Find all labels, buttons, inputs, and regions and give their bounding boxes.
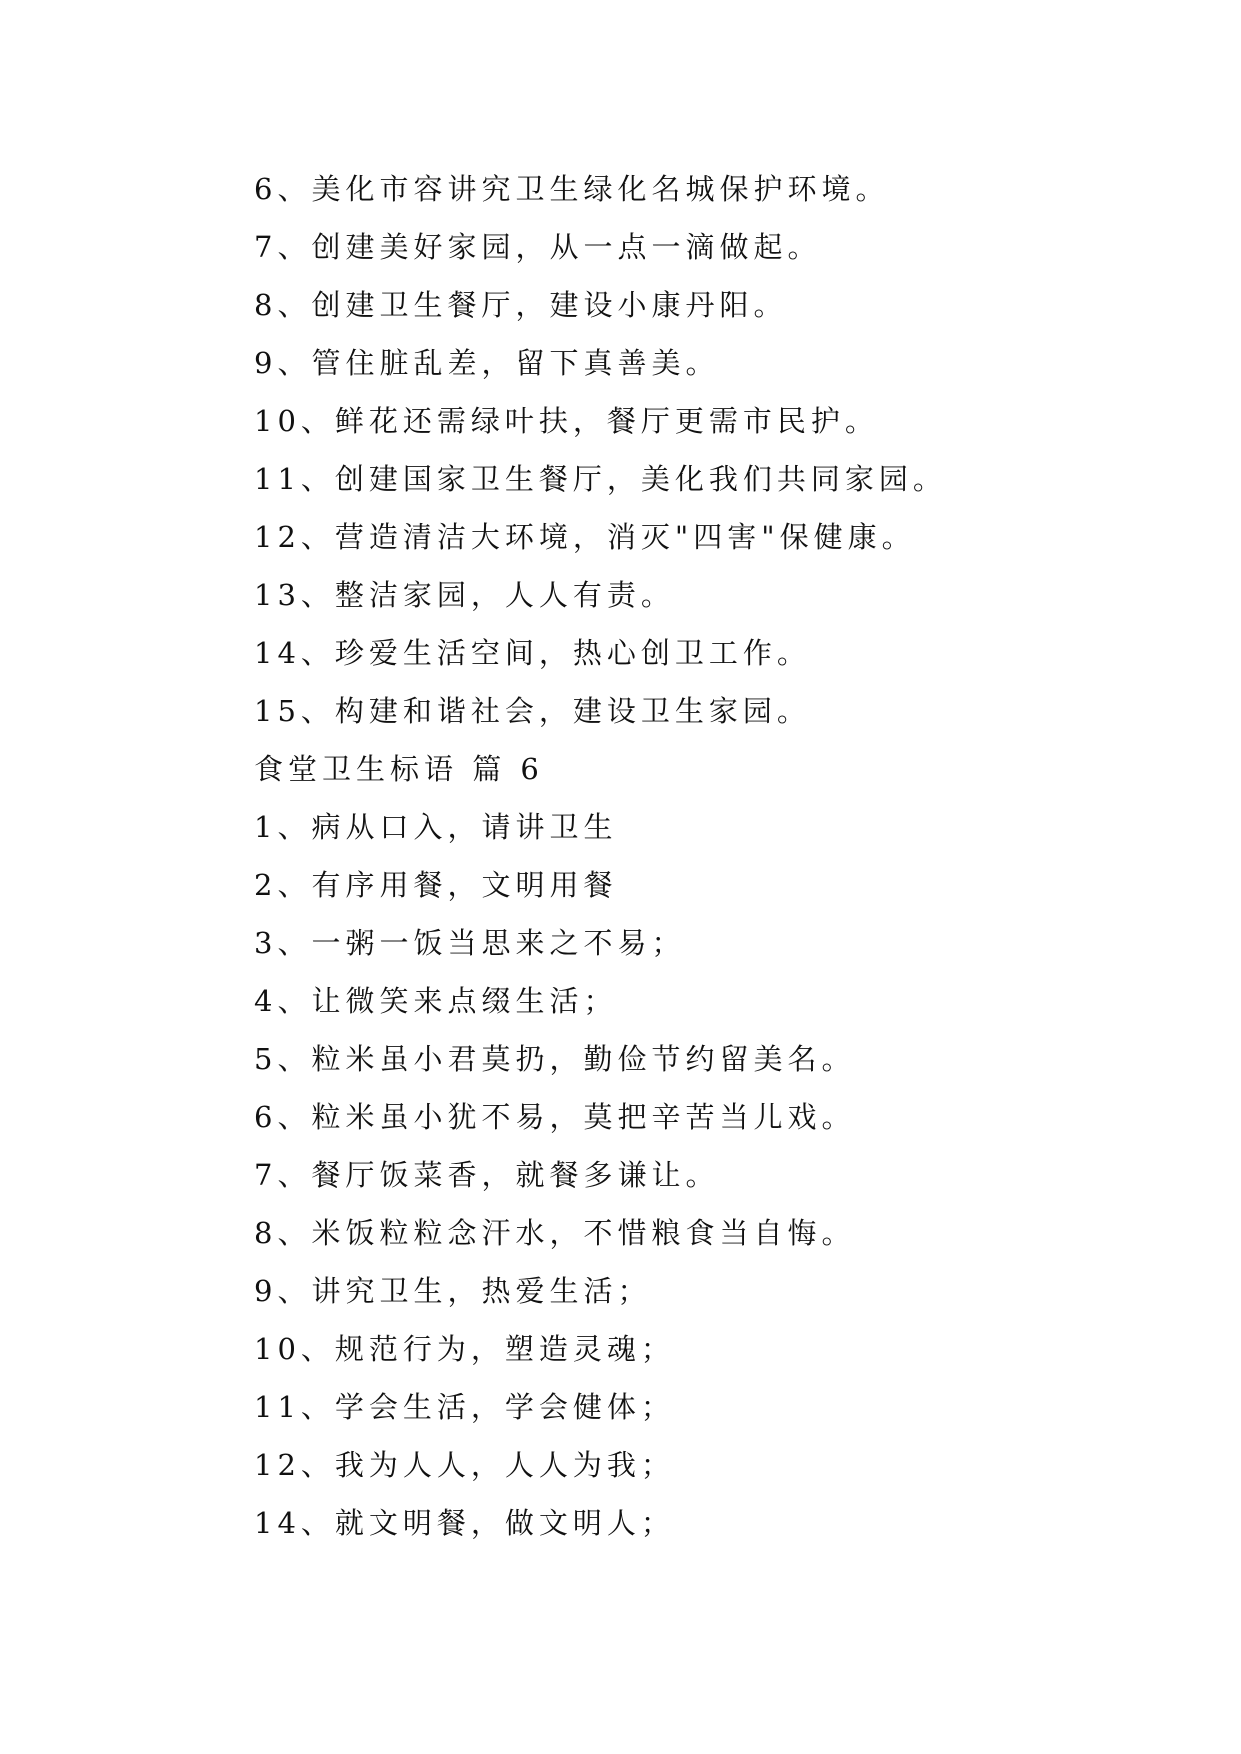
slogan-line: 11、学会生活，学会健体；	[254, 1390, 675, 1424]
slogan-line: 2、有序用餐，文明用餐	[254, 868, 618, 902]
slogan-line: 12、我为人人，人人为我；	[254, 1448, 675, 1482]
slogan-line: 14、就文明餐，做文明人；	[254, 1506, 675, 1540]
slogan-line: 10、规范行为，塑造灵魂；	[254, 1332, 675, 1366]
slogan-line: 7、餐厅饭菜香，就餐多谦让。	[254, 1158, 720, 1192]
document-body	[254, 160, 1154, 1552]
slogan-line: 8、米饭粒粒念汗水，不惜粮食当自悔。	[254, 1216, 856, 1250]
slogan-line: 8、创建卫生餐厅，建设小康丹阳。	[254, 288, 788, 322]
slogan-line: 12、营造清洁大环境，消灭"四害"保健康。	[254, 520, 916, 554]
slogan-line: 9、讲究卫生，热爱生活；	[254, 1274, 652, 1308]
slogan-line: 4、让微笑来点缀生活；	[254, 984, 618, 1018]
slogan-line: 7、创建美好家园，从一点一滴做起。	[254, 230, 822, 264]
slogan-line: 1、病从口入，请讲卫生	[254, 810, 618, 844]
slogan-line: 3、一粥一饭当思来之不易；	[254, 926, 686, 960]
section-heading: 食堂卫生标语 篇 6	[254, 752, 544, 786]
slogan-line: 10、鲜花还需绿叶扶，餐厅更需市民护。	[254, 404, 879, 438]
slogan-line: 11、创建国家卫生餐厅，美化我们共同家园。	[254, 462, 947, 496]
slogan-line: 14、珍爱生活空间，热心创卫工作。	[254, 636, 811, 670]
slogan-line: 15、构建和谐社会，建设卫生家园。	[254, 694, 811, 728]
slogan-line: 6、美化市容讲究卫生绿化名城保护环境。	[254, 172, 890, 206]
slogan-line: 5、粒米虽小君莫扔，勤俭节约留美名。	[254, 1042, 856, 1076]
slogan-line: 6、粒米虽小犹不易，莫把辛苦当儿戏。	[254, 1100, 856, 1134]
slogan-line: 13、整洁家园，人人有责。	[254, 578, 675, 612]
slogan-line: 9、管住脏乱差，留下真善美。	[254, 346, 720, 380]
